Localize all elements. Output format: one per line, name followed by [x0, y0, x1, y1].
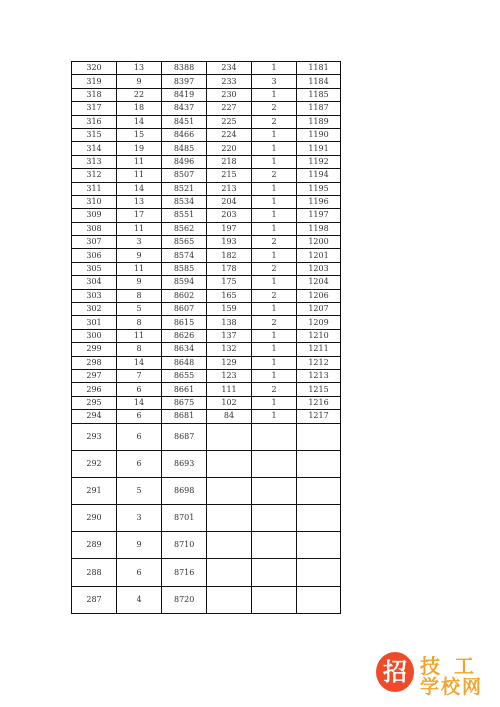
table-cell: 309: [72, 209, 117, 222]
table-cell: 1: [252, 329, 297, 342]
table-cell: [297, 450, 341, 477]
table-row: [72, 276, 341, 289]
table-cell: 2: [252, 236, 297, 249]
table-cell: 9: [117, 249, 162, 262]
table-cell: 230: [207, 88, 252, 101]
table-cell: 8451: [162, 115, 207, 128]
table-row: [72, 383, 341, 396]
table-cell: 1196: [297, 195, 341, 208]
table-cell: [297, 423, 341, 450]
table-row: [72, 249, 341, 262]
table-cell: 1: [252, 276, 297, 289]
table-cell: 6: [117, 559, 162, 586]
table-cell: 111: [207, 383, 252, 396]
table-cell: 8496: [162, 155, 207, 168]
table-cell: 289: [72, 532, 117, 559]
table-cell: 137: [207, 329, 252, 342]
table-cell: 307: [72, 236, 117, 249]
table-cell: 293: [72, 423, 117, 450]
table-row: [72, 396, 341, 409]
table-cell: 8437: [162, 102, 207, 115]
table-cell: [297, 586, 341, 613]
table-cell: 11: [117, 262, 162, 275]
table-row: [72, 343, 341, 356]
table-cell: 13: [117, 195, 162, 208]
table-cell: 8720: [162, 586, 207, 613]
table-cell: 6: [117, 423, 162, 450]
table-cell: 4: [117, 586, 162, 613]
table-cell: 8716: [162, 559, 207, 586]
table-row: [72, 236, 341, 249]
table-row: [72, 423, 341, 450]
table-row: [72, 303, 341, 316]
table-cell: 8615: [162, 316, 207, 329]
table-cell: 233: [207, 75, 252, 88]
table-row: [72, 142, 341, 155]
table-cell: 1210: [297, 329, 341, 342]
table-row: [72, 102, 341, 115]
table-cell: 1: [252, 142, 297, 155]
table-cell: 84: [207, 410, 252, 423]
table-cell: 11: [117, 169, 162, 182]
table-cell: [252, 477, 297, 504]
table-cell: 138: [207, 316, 252, 329]
table-cell: 2: [252, 262, 297, 275]
table-cell: 1: [252, 303, 297, 316]
table-cell: 288: [72, 559, 117, 586]
table-row: [72, 477, 341, 504]
table-cell: 8602: [162, 289, 207, 302]
table-cell: 1: [252, 155, 297, 168]
table-cell: 8607: [162, 303, 207, 316]
table-cell: 312: [72, 169, 117, 182]
table-cell: 301: [72, 316, 117, 329]
table-cell: 165: [207, 289, 252, 302]
table-cell: 1198: [297, 222, 341, 235]
table-cell: [297, 477, 341, 504]
table-cell: 9: [117, 75, 162, 88]
table-row: [72, 169, 341, 182]
table-cell: 296: [72, 383, 117, 396]
table-cell: 1212: [297, 356, 341, 369]
table-row: [72, 450, 341, 477]
table-cell: [297, 505, 341, 532]
table-cell: 1: [252, 343, 297, 356]
table-cell: 8551: [162, 209, 207, 222]
table-cell: 1185: [297, 88, 341, 101]
table-cell: [207, 477, 252, 504]
table-cell: 204: [207, 195, 252, 208]
table-cell: 300: [72, 329, 117, 342]
table-cell: 1200: [297, 236, 341, 249]
table-cell: 182: [207, 249, 252, 262]
table-cell: [207, 586, 252, 613]
table-cell: 234: [207, 62, 252, 75]
table-row: [72, 222, 341, 235]
table-row: [72, 329, 341, 342]
table-cell: 123: [207, 369, 252, 382]
table-cell: 1: [252, 410, 297, 423]
table-cell: 8521: [162, 182, 207, 195]
table-row: [72, 410, 341, 423]
table-cell: 305: [72, 262, 117, 275]
table-cell: 315: [72, 128, 117, 141]
table-row: [72, 559, 341, 586]
table-cell: 8485: [162, 142, 207, 155]
table-cell: 1215: [297, 383, 341, 396]
table-cell: 197: [207, 222, 252, 235]
table-cell: 316: [72, 115, 117, 128]
table-cell: 2: [252, 316, 297, 329]
table-cell: 1187: [297, 102, 341, 115]
table-cell: 287: [72, 586, 117, 613]
table-cell: 1213: [297, 369, 341, 382]
table-row: [72, 62, 341, 75]
table-cell: 19: [117, 142, 162, 155]
table-cell: 1191: [297, 142, 341, 155]
table-cell: 1190: [297, 128, 341, 141]
table-cell: 8534: [162, 195, 207, 208]
table-cell: 7: [117, 369, 162, 382]
table-cell: [252, 450, 297, 477]
table-cell: 1217: [297, 410, 341, 423]
table-cell: 1204: [297, 276, 341, 289]
table-row: [72, 505, 341, 532]
table-cell: 1209: [297, 316, 341, 329]
table-cell: 8: [117, 343, 162, 356]
table-cell: 1: [252, 182, 297, 195]
table-cell: 11: [117, 155, 162, 168]
table-cell: [252, 559, 297, 586]
table-cell: 314: [72, 142, 117, 155]
table-cell: 1: [252, 195, 297, 208]
table-cell: 1184: [297, 75, 341, 88]
table-cell: 218: [207, 155, 252, 168]
table-cell: 294: [72, 410, 117, 423]
table-cell: 290: [72, 505, 117, 532]
table-cell: 295: [72, 396, 117, 409]
score-table-body: [72, 62, 341, 614]
table-cell: 8: [117, 316, 162, 329]
table-cell: [297, 559, 341, 586]
table-cell: 8419: [162, 88, 207, 101]
table-cell: 178: [207, 262, 252, 275]
table-cell: 291: [72, 477, 117, 504]
table-cell: 6: [117, 450, 162, 477]
table-cell: 1: [252, 396, 297, 409]
table-cell: 8701: [162, 505, 207, 532]
table-cell: 102: [207, 396, 252, 409]
table-cell: [252, 586, 297, 613]
table-cell: 292: [72, 450, 117, 477]
table-cell: 1: [252, 249, 297, 262]
table-row: [72, 155, 341, 168]
table-cell: [207, 505, 252, 532]
table-cell: 304: [72, 276, 117, 289]
table-row: [72, 532, 341, 559]
logo-badge: 招: [376, 652, 414, 692]
table-cell: 306: [72, 249, 117, 262]
table-cell: 1: [252, 369, 297, 382]
table-cell: 1192: [297, 155, 341, 168]
table-cell: 313: [72, 155, 117, 168]
table-row: [72, 75, 341, 88]
table-cell: 8388: [162, 62, 207, 75]
table-row: [72, 115, 341, 128]
table-cell: 9: [117, 532, 162, 559]
table-cell: [252, 423, 297, 450]
table-cell: 8466: [162, 128, 207, 141]
table-cell: 15: [117, 128, 162, 141]
table-cell: 225: [207, 115, 252, 128]
table-cell: 1: [252, 222, 297, 235]
table-cell: 2: [252, 289, 297, 302]
table-cell: 8397: [162, 75, 207, 88]
table-cell: [252, 505, 297, 532]
table-cell: [252, 532, 297, 559]
table-row: [72, 262, 341, 275]
table-cell: 224: [207, 128, 252, 141]
table-cell: 302: [72, 303, 117, 316]
table-cell: 14: [117, 182, 162, 195]
table-cell: [207, 450, 252, 477]
table-cell: 17: [117, 209, 162, 222]
table-cell: 11: [117, 222, 162, 235]
table-cell: 215: [207, 169, 252, 182]
table-cell: 1211: [297, 343, 341, 356]
table-cell: 2: [252, 383, 297, 396]
table-cell: 5: [117, 303, 162, 316]
table-cell: 9: [117, 276, 162, 289]
table-cell: 1195: [297, 182, 341, 195]
table-cell: 8661: [162, 383, 207, 396]
table-cell: 298: [72, 356, 117, 369]
table-cell: 6: [117, 383, 162, 396]
table-cell: 318: [72, 88, 117, 101]
table-cell: 1: [252, 209, 297, 222]
table-cell: 227: [207, 102, 252, 115]
table-cell: 13: [117, 62, 162, 75]
table-cell: 14: [117, 356, 162, 369]
table-cell: 8675: [162, 396, 207, 409]
table-cell: 1: [252, 128, 297, 141]
table-cell: 1201: [297, 249, 341, 262]
table-cell: 6: [117, 410, 162, 423]
table-cell: [207, 559, 252, 586]
table-cell: 1181: [297, 62, 341, 75]
table-cell: 8698: [162, 477, 207, 504]
table-row: [72, 369, 341, 382]
table-cell: 8648: [162, 356, 207, 369]
table-row: [72, 289, 341, 302]
table-cell: 11: [117, 329, 162, 342]
table-cell: 8574: [162, 249, 207, 262]
table-cell: 8507: [162, 169, 207, 182]
table-cell: 8585: [162, 262, 207, 275]
table-cell: 1216: [297, 396, 341, 409]
table-row: [72, 195, 341, 208]
table-row: [72, 209, 341, 222]
table-row: [72, 88, 341, 101]
table-cell: 8594: [162, 276, 207, 289]
site-watermark-logo: [376, 650, 496, 696]
table-row: [72, 182, 341, 195]
table-cell: 14: [117, 396, 162, 409]
table-cell: 8565: [162, 236, 207, 249]
score-table: [71, 61, 341, 614]
table-cell: 132: [207, 343, 252, 356]
table-row: [72, 128, 341, 141]
table-cell: 1207: [297, 303, 341, 316]
table-cell: 310: [72, 195, 117, 208]
table-cell: 8562: [162, 222, 207, 235]
table-cell: 203: [207, 209, 252, 222]
table-row: [72, 356, 341, 369]
table-cell: 8693: [162, 450, 207, 477]
table-cell: 8710: [162, 532, 207, 559]
table-cell: 213: [207, 182, 252, 195]
table-cell: 1: [252, 356, 297, 369]
table-cell: 8687: [162, 423, 207, 450]
table-cell: 1197: [297, 209, 341, 222]
table-cell: 129: [207, 356, 252, 369]
table-cell: 5: [117, 477, 162, 504]
table-cell: 1194: [297, 169, 341, 182]
table-cell: 1206: [297, 289, 341, 302]
table-cell: 8626: [162, 329, 207, 342]
table-cell: 8681: [162, 410, 207, 423]
table-cell: 8634: [162, 343, 207, 356]
table-row: [72, 316, 341, 329]
table-cell: 159: [207, 303, 252, 316]
table-cell: 1: [252, 88, 297, 101]
table-cell: [297, 532, 341, 559]
table-cell: 1189: [297, 115, 341, 128]
table-cell: 320: [72, 62, 117, 75]
table-row: [72, 586, 341, 613]
table-cell: 18: [117, 102, 162, 115]
table-cell: 303: [72, 289, 117, 302]
table-cell: 14: [117, 115, 162, 128]
table-cell: 317: [72, 102, 117, 115]
table-cell: 319: [72, 75, 117, 88]
table-cell: 297: [72, 369, 117, 382]
table-cell: 2: [252, 169, 297, 182]
table-cell: 193: [207, 236, 252, 249]
logo-text-line2: 学校网: [420, 676, 484, 698]
table-cell: 1: [252, 62, 297, 75]
table-cell: 8655: [162, 369, 207, 382]
table-cell: [207, 532, 252, 559]
table-cell: 3: [117, 505, 162, 532]
table-cell: 2: [252, 102, 297, 115]
table-cell: 3: [252, 75, 297, 88]
logo-text-line1: 技工: [420, 654, 488, 678]
table-cell: 1203: [297, 262, 341, 275]
table-cell: 2: [252, 115, 297, 128]
table-cell: 22: [117, 88, 162, 101]
table-cell: 175: [207, 276, 252, 289]
table-cell: 308: [72, 222, 117, 235]
table-cell: 220: [207, 142, 252, 155]
table-cell: 311: [72, 182, 117, 195]
table-cell: 3: [117, 236, 162, 249]
table-cell: 8: [117, 289, 162, 302]
table-cell: [207, 423, 252, 450]
table-cell: 299: [72, 343, 117, 356]
